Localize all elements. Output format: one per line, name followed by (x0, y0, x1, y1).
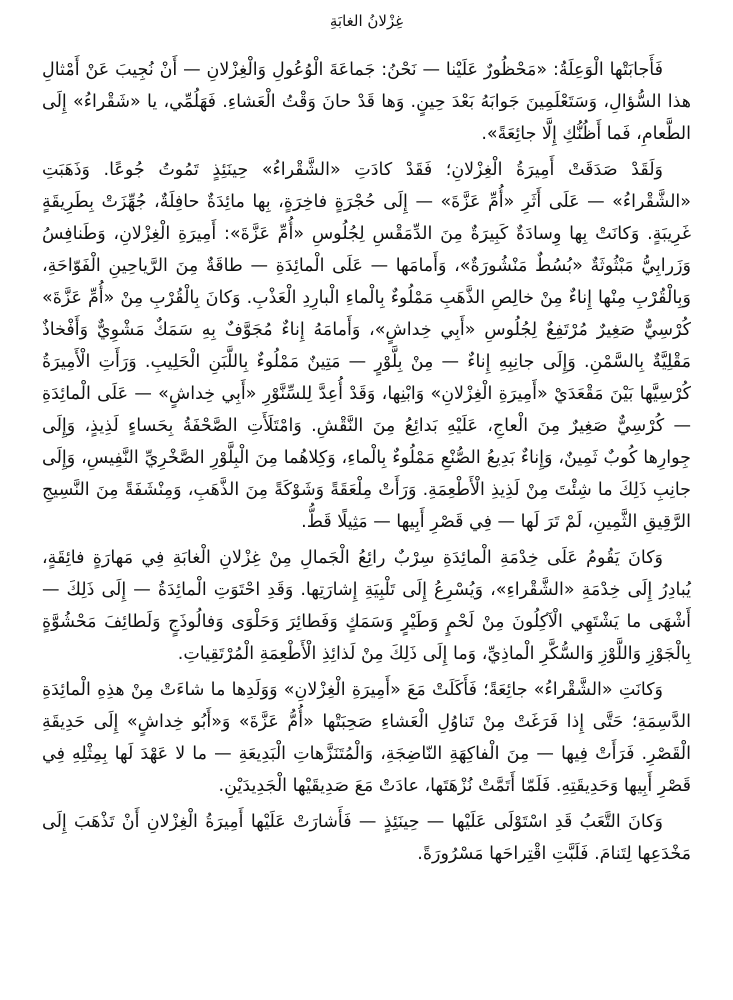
paragraph: وَلَقَدْ صَدَقَتْ أَمِيرَةُ الْغِزْلانِ؛ فَقَدْ كادَتِ «الشَّقْراءُ» حِينَئِذٍ تَمُوتُ جُوعًا. وَذَهَبَتِ «الشَّقْراءُ» — عَلَى أَثَرِ «أُمِّ عَزَّةَ» — إِلَى حُجْرَةٍ فاخِرَةٍ، بِها مائِدَةٌ حافِلَةٌ، جُهِّزَتْ بِطَرِيقَةٍ غَرِيبَةٍ. وَكانَتْ بِها وِسادَةٌ كَبِيرَةٌ مِنَ الدِّمَقْسِ لِجُلُوسِ «أُمِّ عَزَّةَ»: أَمِيرَةِ الْغِزْلانِ، وَطَنافِسُ وَزَرابِيُّ مَبْثُوثَةٌ «بُسُطٌ مَنْشُورَةٌ»، وَأَمامَها — عَلَى الْمائِدَةِ — طاقَةٌ مِنَ الرَّياحِينِ الْفَوّاحَةِ، وَبِالْقُرْبِ مِنْها إِناءٌ مِنْ خالِصِ الذَّهَبِ مَمْلُوءٌ بِالْماءِ الْبارِدِ الْعَذْبِ. وَكانَ بِالْقُرْبِ مِنْ «أُمِّ عَزَّةَ» كُرْسِيٌّ صَغِيرٌ مُرْتَفِعٌ لِجُلُوسِ «أَبِي خِداشٍ»، وَأَمامَهُ إِناءٌ مُجَوَّفٌ بِهِ سَمَكٌ مَشْوِيٌّ وَأَفْخاذٌ مَقْلِيَّةٌ بِالسَّمْنِ. وَإِلَى جانِبِهِ إِناءٌ — مِنْ بِلَّوْرٍ — مَتِينٌ مَمْلُوءٌ بِاللَّبَنِ الْحَلِيبِ. وَرَأَتِ الْأَمِيرَةُ كُرْسِيَّها بَيْنَ مَقْعَدَيْ «أَمِيرَةِ الْغِزْلانِ» وَابْنِها، وَقَدْ أُعِدَّ لِلسِّنَّوْرِ «أَبِي خِداشٍ» — عَلَى الْمائِدَةِ — كُرْسِيٌّ صَغِيرٌ مِنَ الْعاجِ، عَلَيْهِ بَدائِعُ مِنَ النَّقْشِ. وَامْتَلَأَتِ الصَّحْفَةُ بِحَساءٍ لَذِيذٍ، وَإِلَى جِوارِها كُوبٌ ثَمِينٌ، وَإِناءٌ بَدِيعُ الصُّنْعِ مَمْلُوءٌ بِالْماءِ، وَكِلاهُما مِنَ الْبِلَّوْرِ الصَّخْرِيِّ النَّفِيسِ، وَإِلَى جانِبِ ذَلِكَ ما شِئْتَ مِنْ لَذِيذِ الْأَطْعِمَةِ. وَرَأَتْ مِلْعَقَةً وَشَوْكَةً مِنَ الذَّهَبِ، وَمِنْشَفَةً مِنَ النَّسِيجِ الرَّقِيقِ الثَّمِينِ، لَمْ تَرَ لَها — فِي قَصْرِ أَبِيها — مَثِيلًا قَطُّ. (42, 160, 691, 532)
page-header: غِزْلانُ الغابَةِ (329, 12, 404, 30)
body-text (42, 54, 691, 870)
paragraph: وَكانَ يَقُومُ عَلَى خِدْمَةِ الْمائِدَةِ سِرْبٌ رائِعُ الْجَمالِ مِنْ غِزْلانِ الْغابَةِ فِي مَهارَةٍ فائِقَةٍ، يُبادِرُ إِلَى خِدْمَةِ «الشَّقْراءِ»، وَيُسْرِعُ إِلَى تَلْبِيَةِ إِشارَتِها. وَقَدِ احْتَوَتِ الْمائِدَةُ — إِلَى ذَلِكَ — أَشْهَى ما يَشْتَهِي الْآكِلُونَ مِنْ لَحْمٍ وَطَيْرٍ وَسَمَكٍ وَفَطائِرَ وَحَلْوَى وَفالُوذَجٍ وَلَطائِفَ مَحْشُوَّةٍ بِالْجَوْزِ وَاللَّوْزِ وَالسُّكَّرِ الْماذِيِّ، وَما إِلَى ذَلِكَ مِنْ لَذائِذِ الْأَطْعِمَةِ الْمُرْتَقِياتِ. (42, 548, 691, 664)
paragraph: فَأَجابَتْها الْوَعِلَةُ: «مَحْظُورٌ عَلَيْنا — نَحْنُ: جَماعَةَ الْوُعُولِ وَالْغِزْلانِ — أَنْ نُجِيبَ عَنْ أَمْثالِ هذا السُّؤالِ، وَسَتَعْلَمِينَ جَوابَهُ بَعْدَ حِينٍ. وَها قَدْ حانَ وَقْتُ الْعَشاءِ. فَهَلُمِّي، يا «شَقْراءُ» إِلَى الطَّعامِ، فَما أَظُنُّكِ إِلَّا جائِعَةً». (42, 60, 691, 144)
paragraph: وَكانَ التَّعَبُ قَدِ اسْتَوْلَى عَلَيْها — حِينَئِذٍ — فَأَشارَتْ عَلَيْها أَمِيرَةُ الْغِزْلانِ أَنْ تَذْهَبَ إِلَى مَخْدَعِها لِتَنامَ. فَلَبَّتِ اقْتِراحَها مَسْرُورَةً. (42, 812, 691, 864)
paragraph: وَكانَتِ «الشَّقْراءُ» جائِعَةً؛ فَأَكَلَتْ مَعَ «أَمِيرَةِ الْغِزْلانِ» وَوَلَدِها ما شاءَتْ مِنْ هذِهِ الْمائِدَةِ الدَّسِمَةِ؛ حَتَّى إِذا فَرَغَتْ مِنْ تَناوُلِ الْعَشاءِ صَحِبَتْها «أُمُّ عَزَّةَ» وَ«أَبُو خِداشٍ» إِلَى حَدِيقَةِ الْقَصْرِ. فَرَأَتْ فِيها — مِنَ الْفاكِهَةِ النّاضِجَةِ، وَالْمُتَنَزَّهاتِ الْبَدِيعَةِ — ما لا عَهْدَ لَها بِمِثْلِهِ فِي قَصْرِ أَبِيها وَحَدِيقَتِهِ. فَلَمّا أَتَمَّتْ نُزْهَتَها، عادَتْ مَعَ صَدِيقَيْها الْجَدِيدَيْنِ. (42, 680, 691, 796)
